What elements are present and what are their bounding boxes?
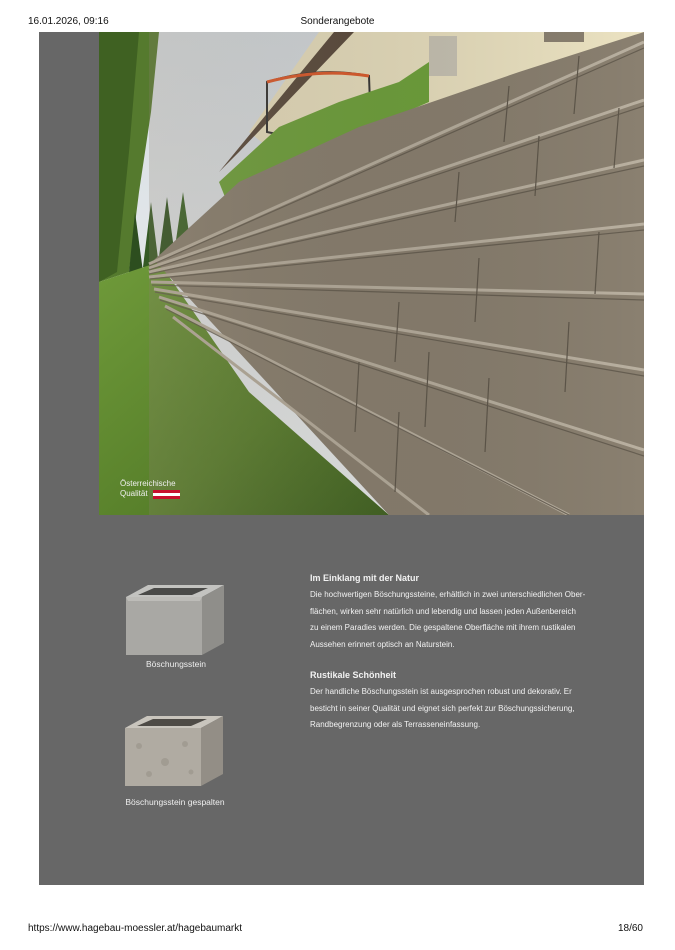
section-line: Der handliche Böschungsstein ist ausgesprochen robust und dekorativ. Er	[310, 687, 572, 696]
source-url: https://www.hagebau-moessler.at/hagebaumarkt	[28, 923, 243, 934]
section-line: Randbegrenzung oder als Terrasseneinfassung.	[310, 720, 481, 729]
section-schoenheit	[310, 670, 610, 734]
product-image-boeschungsstein	[126, 585, 226, 662]
section-line: besticht in seiner Qualität und eignet sich perfekt zur Böschungssicherung,	[310, 703, 575, 713]
product-label-boeschungsstein-gespalten: Böschungsstein gespalten	[125, 797, 225, 807]
badge-line-2: Qualität	[120, 489, 148, 498]
badge-line-1: Österreichische	[120, 479, 176, 488]
section-line: Aussehen erinnert optisch an Naturstein.	[310, 639, 455, 649]
section-heading: Rustikale Schönheit	[310, 670, 397, 680]
section-natur	[310, 573, 610, 653]
product-image-boeschungsstein-gespalten	[125, 716, 225, 793]
austrian-flag-icon	[153, 490, 180, 499]
section-line: flächen, wirken sehr natürlich und lebendig und lassen jeden Außenbereich	[310, 606, 576, 616]
page-number: 18/60	[617, 923, 643, 934]
section-line: Die hochwertigen Böschungssteine, erhältlich in zwei unterschiedlichen Ober-	[310, 590, 586, 599]
section-line: zu einem Paradies werden. Die gespaltene Oberfläche mit ihrem rustikalen	[310, 623, 576, 632]
page-title: Sonderangebote	[300, 16, 375, 27]
section-heading: Im Einklang mit der Natur	[310, 573, 420, 583]
retaining-wall-photo	[99, 32, 644, 515]
print-date: 16.01.2026, 09:16	[28, 16, 109, 27]
product-label-boeschungsstein: Böschungsstein	[145, 659, 206, 669]
